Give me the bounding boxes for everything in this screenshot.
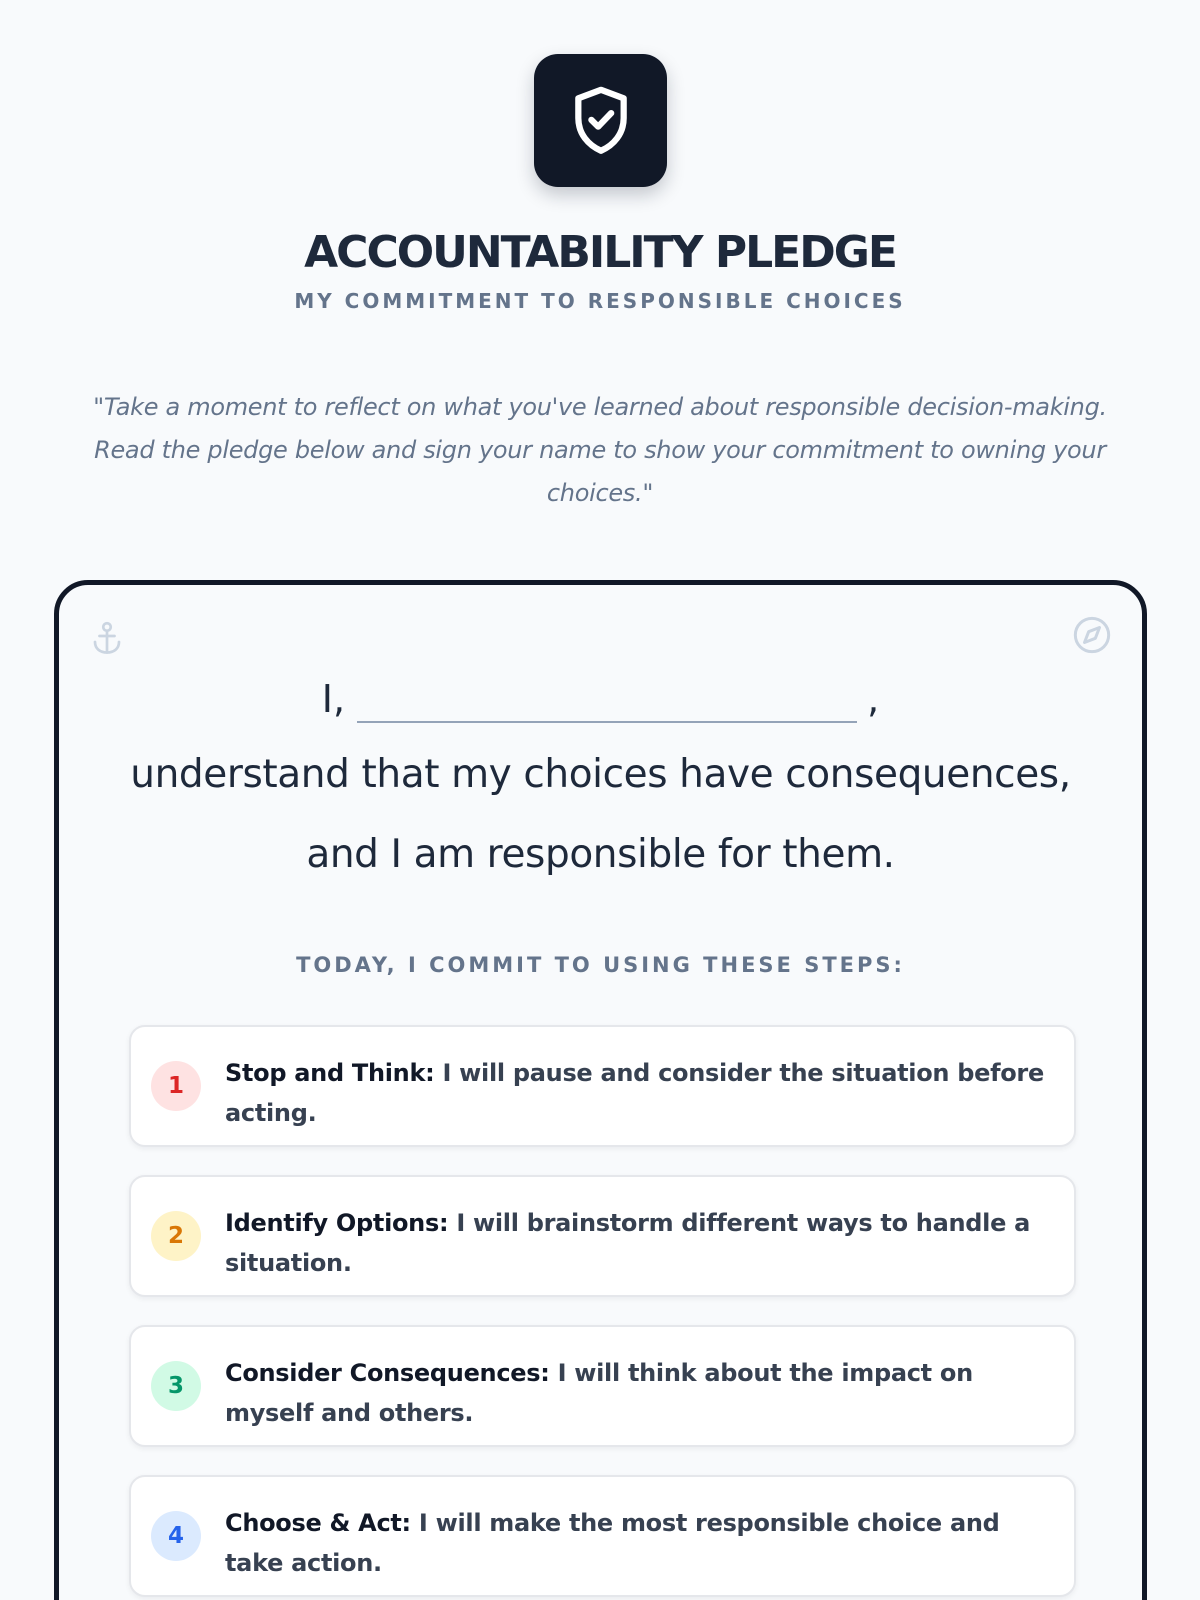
step-number-badge: 4 bbox=[151, 1511, 201, 1561]
pledge-suffix: , bbox=[867, 677, 880, 721]
step-text bbox=[225, 1503, 1052, 1583]
shield-check-icon bbox=[567, 83, 635, 159]
pledge-line-3: and I am responsible for them. bbox=[306, 832, 895, 877]
step-number-badge: 2 bbox=[151, 1211, 201, 1261]
anchor-icon bbox=[89, 619, 125, 659]
intro-quote: "Take a moment to reflect on what you've learned about responsible decision-making. Read the pledge below and sign your name to show your commitment to owning your choices." bbox=[93, 393, 1107, 507]
step-label: Consider Consequences: bbox=[225, 1359, 550, 1387]
step-number-badge: 1 bbox=[151, 1061, 201, 1111]
pledge-name-line bbox=[59, 675, 1142, 723]
page-title: ACCOUNTABILITY PLEDGE bbox=[304, 227, 896, 278]
step-card bbox=[129, 1025, 1076, 1147]
step-description: I will make the most responsible choice and take action. bbox=[225, 1509, 1000, 1577]
step-card bbox=[129, 1475, 1076, 1597]
step-description: I will brainstorm different ways to handle a situation. bbox=[225, 1209, 1031, 1277]
step-card bbox=[129, 1175, 1076, 1297]
steps-heading: TODAY, I COMMIT TO USING THESE STEPS: bbox=[296, 953, 905, 977]
pledge-card bbox=[54, 580, 1147, 1600]
step-text bbox=[225, 1353, 1052, 1433]
step-label: Stop and Think: bbox=[225, 1059, 435, 1087]
step-label: Choose & Act: bbox=[225, 1509, 411, 1537]
step-description: I will think about the impact on myself and others. bbox=[225, 1359, 973, 1427]
compass-icon bbox=[1072, 615, 1112, 655]
step-number-badge: 3 bbox=[151, 1361, 201, 1411]
step-description: I will pause and consider the situation before acting. bbox=[225, 1059, 1044, 1127]
pledge-statement bbox=[59, 735, 1142, 895]
steps-list bbox=[129, 1025, 1076, 1600]
pledge-line-2: understand that my choices have consequences, bbox=[130, 752, 1071, 797]
logo-badge bbox=[534, 54, 667, 187]
pledge-prefix: I, bbox=[321, 677, 346, 721]
step-text bbox=[225, 1053, 1052, 1133]
step-text bbox=[225, 1203, 1052, 1283]
page-subtitle: MY COMMITMENT TO RESPONSIBLE CHOICES bbox=[294, 289, 906, 313]
name-signature-input[interactable] bbox=[357, 675, 857, 723]
step-card bbox=[129, 1325, 1076, 1447]
step-label: Identify Options: bbox=[225, 1209, 449, 1237]
